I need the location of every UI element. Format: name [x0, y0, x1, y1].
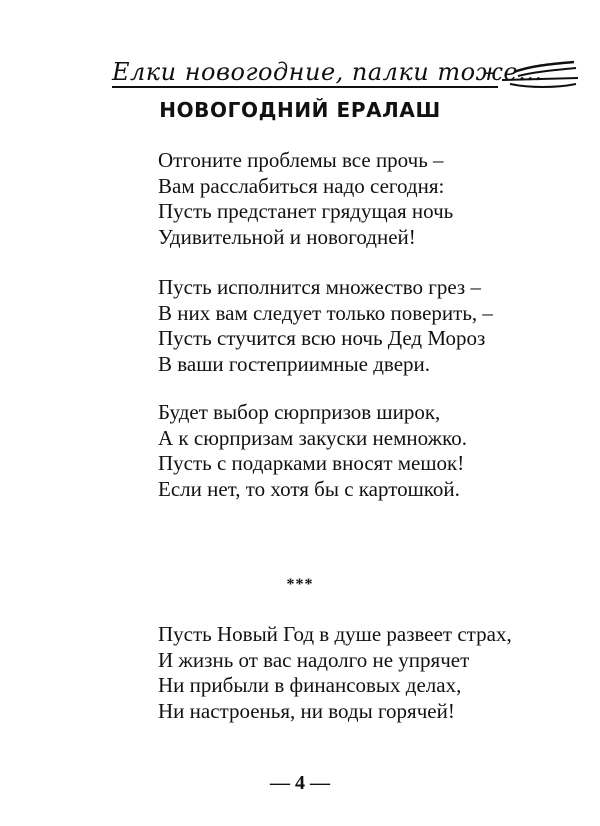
poem-line: Удивительной и новогодней!: [158, 224, 416, 249]
section-separator: ***: [286, 576, 314, 593]
header-underline: [112, 86, 498, 91]
poem-line: Пусть предстанет грядущая ночь: [158, 199, 454, 223]
stanza-2: [158, 275, 588, 377]
poem-line: Ни прибыли в финансовых делах,: [158, 673, 462, 697]
pen-flourish-icon: [500, 58, 580, 92]
page-number: — 4 —: [270, 772, 330, 794]
poem-line: И жизнь от вас надолго не упрячет: [158, 647, 470, 672]
poem-line: Ни настроенья, ни воды горячей!: [158, 698, 455, 723]
running-header-title: Елки новогодние, палки тоже...: [112, 58, 543, 86]
poem-line: Пусть стучится всю ночь Дед Мороз: [158, 326, 486, 350]
poem-title: НОВОГОДНИЙ ЕРАЛАШ: [159, 98, 441, 122]
stanza-4: [158, 622, 588, 724]
poem-line: В них вам следует только поверить, –: [158, 300, 493, 325]
poem-line: Пусть Новый Год в душе развеет страх,: [158, 622, 512, 646]
poem-line: Пусть исполнится множество грез –: [158, 275, 481, 299]
poem-line: А к сюрпризам закуски немножко.: [158, 425, 468, 450]
poem-line: Пусть с подарками вносят мешок!: [158, 451, 465, 475]
poem-line: Вам расслабиться надо сегодня:: [158, 173, 445, 198]
stanza-1: [158, 148, 588, 250]
running-header: [112, 52, 582, 98]
poem-line: Будет выбор сюрпризов широк,: [158, 400, 441, 424]
poem-line: В ваши гостеприимные двери.: [158, 351, 431, 376]
stanza-3: [158, 400, 588, 502]
poem-line: Отгоните проблемы все прочь –: [158, 148, 444, 172]
poem-line: Если нет, то хотя бы с картошкой.: [158, 476, 460, 501]
